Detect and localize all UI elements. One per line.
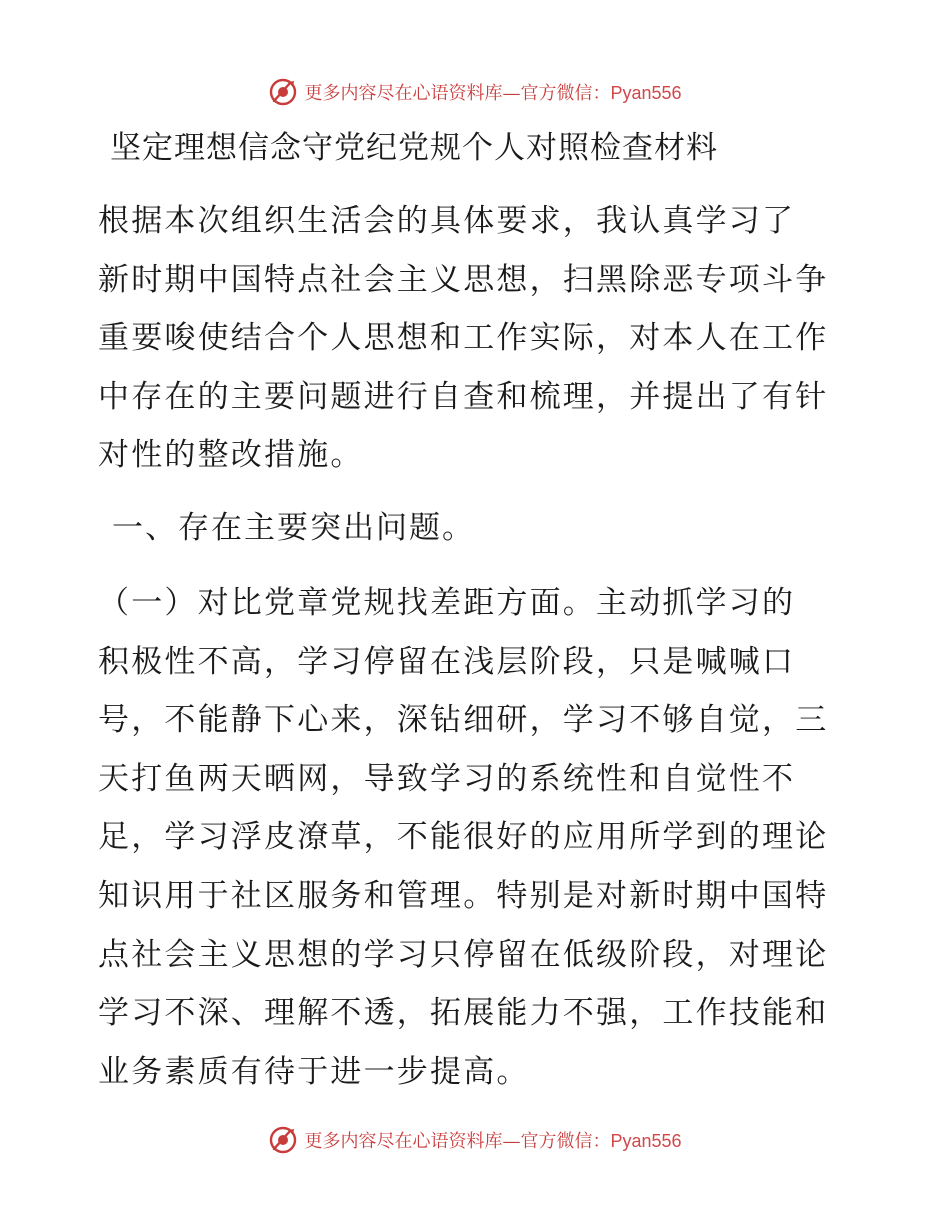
paragraph-line: 重要唆使结合个人思想和工作实际，对本人在工作 [98,320,829,357]
paragraph-line: 新时期中国特点社会主义思想，扫黑除恶专项斗争 [98,261,829,298]
paragraph-line: 中存在的主要问题进行自查和梳理，并提出了有针 [98,378,829,415]
watermark-wechat-id: Pyan556 [610,83,682,103]
watermark-text [304,1127,681,1153]
header-watermark [0,72,950,112]
paragraph-line: 天打鱼两天晒网，导致学习的系统性和自觉性不 [98,760,796,797]
paragraph-line: 积极性不高，学习停留在浅层阶段，只是喊喊口 [98,643,796,680]
watermark-wechat-id: Pyan556 [610,1131,682,1151]
intro-paragraph [98,192,858,485]
watermark-text [304,79,681,105]
watermark-logo-icon [268,1125,298,1155]
section-heading: 一、存在主要突出问题。 [112,510,475,546]
paragraph-line: 知识用于社区服务和管理。特别是对新时期中国特 [98,877,829,914]
watermark-logo-icon [268,77,298,107]
paragraph-line: 点社会主义思想的学习只停留在低级阶段，对理论 [98,936,829,973]
paragraph-line: 业务素质有待于进一步提高。 [98,1053,530,1090]
watermark-label: 更多内容尽在心语资料库—官方微信： [304,1131,611,1152]
document-title: 坚定理想信念守党纪党规个人对照检查材料 [110,130,718,166]
paragraph-line: 足，学习浮皮潦草，不能很好的应用所学到的理论 [98,819,829,856]
paragraph-line: 学习不深、理解不透，拓展能力不强，工作技能和 [98,995,829,1032]
paragraph-line: （一）对比党章党规找差距方面。主动抓学习的 [98,585,796,621]
paragraph-line: 对性的整改措施。 [98,437,364,474]
paragraph-line: 号，不能静下心来，深钻细研，学习不够自觉，三 [98,702,829,739]
footer-watermark [0,1120,950,1160]
paragraph-line: 根据本次组织生活会的具体要求，我认真学习了 [98,203,796,239]
watermark-label: 更多内容尽在心语资料库—官方微信： [304,83,611,104]
section-paragraph [98,574,858,1101]
